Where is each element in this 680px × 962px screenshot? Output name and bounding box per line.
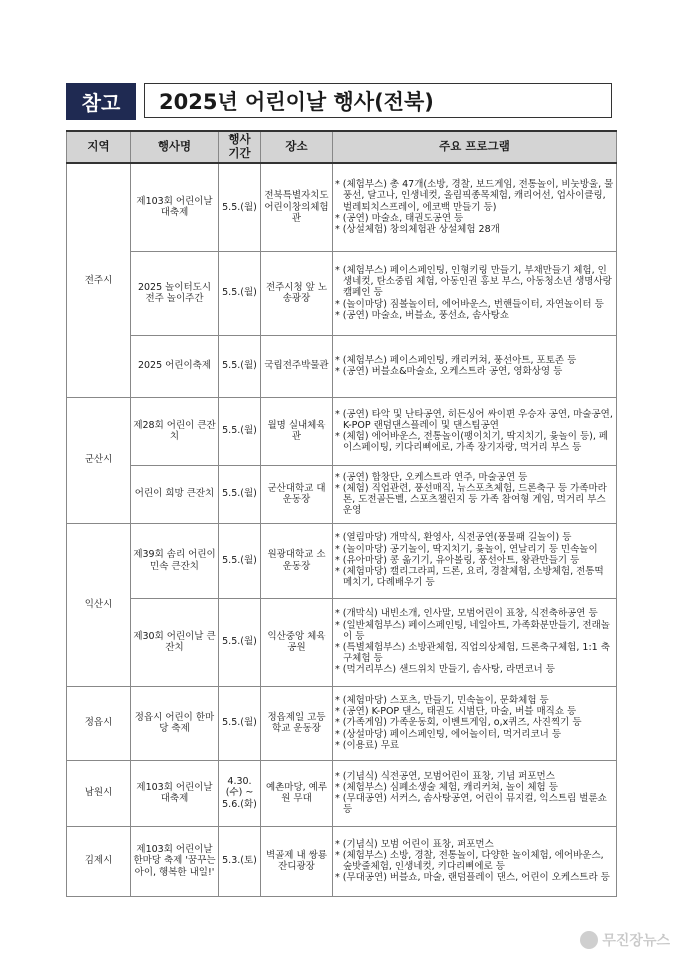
- program-item: * (무대공연) 서커스, 솜사탕공연, 어린이 뮤지컬, 익스트림 벌룬쇼 등: [335, 793, 614, 815]
- program-item: * (이용료) 무료: [335, 740, 614, 751]
- program-item: * (유아마당) 콩 옮기기, 유아볼링, 풍선아트, 왕관만들기 등: [335, 555, 614, 566]
- event-name-cell: 정읍시 어린이 한마당 축제: [131, 686, 219, 760]
- table-row: [67, 251, 617, 335]
- program-list: [335, 409, 614, 454]
- program-item: * (공연) 합창단, 오케스트라 연주, 마술공연 등: [335, 472, 614, 483]
- program-item: * (특별체험부스) 소방관체험, 직업의상체험, 드론축구체험, 1:1 축구체험 등: [335, 642, 614, 664]
- program-item: * (체험부스) 심폐소생술 체험, 캐리커쳐, 놀이 체험 등: [335, 782, 614, 793]
- place-cell: 군산대학교 대운동장: [261, 465, 333, 523]
- period-cell: 5.5.(월): [219, 523, 261, 598]
- event-name-cell: 제28회 어린이 큰잔치: [131, 397, 219, 465]
- place-cell: 익산중앙 체육공원: [261, 598, 333, 686]
- place-cell: 월명 실내체육관: [261, 397, 333, 465]
- table-row: [67, 335, 617, 397]
- period-cell: 5.5.(월): [219, 465, 261, 523]
- program-item: * (공연) K-POP 댄스, 태권도 시범단, 마술, 버블 매직쇼 등: [335, 706, 614, 717]
- program-item: * (체험) 직업관련, 풍선매직, 뉴스포츠체험, 드론축구 등 가족마라톤, 도전골든벨, 스포츠챌린지 등 가족 참여형 게임, 먹거리 부스 운영: [335, 483, 614, 517]
- title-bar: [66, 83, 614, 120]
- events-table: [66, 130, 617, 897]
- header-programs: 주요 프로그램: [333, 131, 617, 163]
- program-item: * (체험부스) 페이스페인팅, 캐리커쳐, 풍선아트, 포토존 등: [335, 355, 614, 366]
- programs-cell: [333, 523, 617, 598]
- region-cell: 남원시: [67, 760, 131, 826]
- region-cell: 정읍시: [67, 686, 131, 760]
- program-item: * (상설체험) 창의체험관 상설체험 28개: [335, 224, 614, 235]
- table-row: [67, 465, 617, 523]
- watermark-logo-icon: [580, 931, 598, 949]
- place-cell: 벽골제 내 쌍룡 잔디광장: [261, 826, 333, 896]
- program-item: * (놀이마당) 짐볼놀이터, 에어바운스, 번핸들이터, 자연놀이터 등: [335, 299, 614, 310]
- table-row: [67, 826, 617, 896]
- program-item: * (체험부스) 소방, 경찰, 전통놀이, 다양한 놀이체험, 에어바운스, 숲밧줄체험, 인생네컷, 키다리삐에로 등: [335, 850, 614, 872]
- programs-cell: [333, 465, 617, 523]
- programs-cell: [333, 598, 617, 686]
- program-list: [335, 179, 614, 235]
- program-item: * (기념식) 식전공연, 모범어린이 표창, 기념 퍼포먼스: [335, 771, 614, 782]
- program-item: * (체험마당) 스포츠, 만들기, 민속놀이, 문화체험 등: [335, 695, 614, 706]
- event-name-cell: 2025 놀이터도시 전주 놀이주간: [131, 251, 219, 335]
- program-item: * (놀이마당) 공기놀이, 딱지치기, 윷놀이, 연날리기 등 민속놀이: [335, 544, 614, 555]
- place-cell: 원광대학교 소운동장: [261, 523, 333, 598]
- programs-cell: [333, 826, 617, 896]
- program-item: * (먹거리부스) 샌드위치 만들기, 솜사탕, 라면코너 등: [335, 664, 614, 675]
- place-cell: 정읍제일 고등학교 운동장: [261, 686, 333, 760]
- programs-cell: [333, 251, 617, 335]
- event-name-cell: 제103회 어린이날 대축제: [131, 163, 219, 251]
- region-cell: 군산시: [67, 397, 131, 523]
- program-item: * (공연) 마술쇼, 버블쇼, 풍선쇼, 솜사탕쇼: [335, 310, 614, 321]
- event-name-cell: 제103회 어린이날 대축제: [131, 760, 219, 826]
- reference-tag: 참고: [66, 83, 136, 120]
- programs-cell: [333, 397, 617, 465]
- period-cell: 5.5.(월): [219, 163, 261, 251]
- place-cell: 전주시청 앞 노송광장: [261, 251, 333, 335]
- watermark: [580, 930, 670, 950]
- header-period: 행사 기간: [219, 131, 261, 163]
- program-item: * (열림마당) 개막식, 환영사, 식전공연(풍물패 길놀이) 등: [335, 532, 614, 543]
- program-list: [335, 771, 614, 816]
- period-cell: 4.30.(수) ~ 5.6.(화): [219, 760, 261, 826]
- program-item: * (기념식) 모범 어린이 표창, 퍼포먼스: [335, 839, 614, 850]
- program-item: * (무대공연) 버블쇼, 마술, 랜덤플레이 댄스, 어린이 오케스트라 등: [335, 872, 614, 883]
- table-row: [67, 686, 617, 760]
- program-item: * (일반체험부스) 페이스페인팅, 네일아트, 가족화분만들기, 전래놀이 등: [335, 620, 614, 642]
- event-name-cell: 제103회 어린이날 한마당 축제 '꿈꾸는 아이, 행복한 내일!': [131, 826, 219, 896]
- program-list: [335, 532, 614, 588]
- region-cell: 전주시: [67, 163, 131, 397]
- period-cell: 5.3.(토): [219, 826, 261, 896]
- program-list: [335, 608, 614, 675]
- program-item: * (체험부스) 총 47개(소방, 경찰, 보드게임, 전통놀이, 비눗방울, 물풍선, 달고나, 인생네컷, 올림픽종목체험, 캐리어선, 업사이클링, 벌레퇴치스프레이, 에코백 만들기 등): [335, 179, 614, 213]
- event-name-cell: 2025 어린이축제: [131, 335, 219, 397]
- program-list: [335, 472, 614, 517]
- event-name-cell: 어린이 희망 큰잔치: [131, 465, 219, 523]
- period-cell: 5.5.(월): [219, 251, 261, 335]
- programs-cell: [333, 163, 617, 251]
- programs-cell: [333, 335, 617, 397]
- program-item: * (체험마당) 캘리그라피, 드론, 요리, 경찰체험, 소방체험, 전통떡 메치기, 다례배우기 등: [335, 566, 614, 588]
- program-list: [335, 839, 614, 884]
- event-name-cell: 제39회 솜리 어린이 민속 큰잔치: [131, 523, 219, 598]
- program-list: [335, 355, 614, 377]
- program-item: * (공연) 마술쇼, 태권도공연 등: [335, 213, 614, 224]
- period-cell: 5.5.(월): [219, 335, 261, 397]
- period-cell: 5.5.(월): [219, 598, 261, 686]
- page-title: 2025년 어린이날 행사(전북): [144, 83, 612, 118]
- programs-cell: [333, 760, 617, 826]
- table-header-row: [67, 131, 617, 163]
- program-item: * (상설마당) 페이스페인팅, 에어놀이터, 먹거리코너 등: [335, 729, 614, 740]
- header-event-name: 행사명: [131, 131, 219, 163]
- program-item: * (공연) 타악 및 난타공연, 히든싱어 싸이편 우승자 공연, 마술공연, K-POP 랜덤댄스플레이 및 댄스팀공연: [335, 409, 614, 431]
- table-row: [67, 760, 617, 826]
- program-item: * (체험) 에어바운스, 전통놀이(팽이치기, 딱지치기, 윷놀이 등), 페이스페이팅, 키다리삐에로, 가족 장기자랑, 먹거리 부스 등: [335, 431, 614, 453]
- period-cell: 5.5.(월): [219, 397, 261, 465]
- program-list: [335, 695, 614, 751]
- programs-cell: [333, 686, 617, 760]
- place-cell: 국립전주박물관: [261, 335, 333, 397]
- header-region: 지역: [67, 131, 131, 163]
- header-place: 장소: [261, 131, 333, 163]
- table-row: [67, 397, 617, 465]
- region-cell: 익산시: [67, 523, 131, 686]
- table-row: [67, 598, 617, 686]
- place-cell: 전북특별자치도 어린이창의체험관: [261, 163, 333, 251]
- table-row: [67, 163, 617, 251]
- program-item: * (공연) 버블쇼&마술쇼, 오케스트라 공연, 영화상영 등: [335, 366, 614, 377]
- watermark-text: 무진장뉴스: [602, 933, 670, 949]
- place-cell: 예촌마당, 예루원 무대: [261, 760, 333, 826]
- program-item: * (체험부스) 페이스페인팅, 인형키링 만들기, 부채만들기 체험, 인생네컷, 탄소중립 체험, 아동인권 홍보 부스, 아동청소년 생명사랑 캠페인 등: [335, 265, 614, 299]
- program-item: * (개막식) 내빈소개, 인사말, 모범어린이 표창, 식전축하공연 등: [335, 608, 614, 619]
- region-cell: 김제시: [67, 826, 131, 896]
- table-row: [67, 523, 617, 598]
- period-cell: 5.5.(월): [219, 686, 261, 760]
- event-name-cell: 제30회 어린이날 큰잔치: [131, 598, 219, 686]
- program-list: [335, 265, 614, 321]
- program-item: * (가족게임) 가족운동회, 이벤트게임, o,x퀴즈, 사진찍기 등: [335, 717, 614, 728]
